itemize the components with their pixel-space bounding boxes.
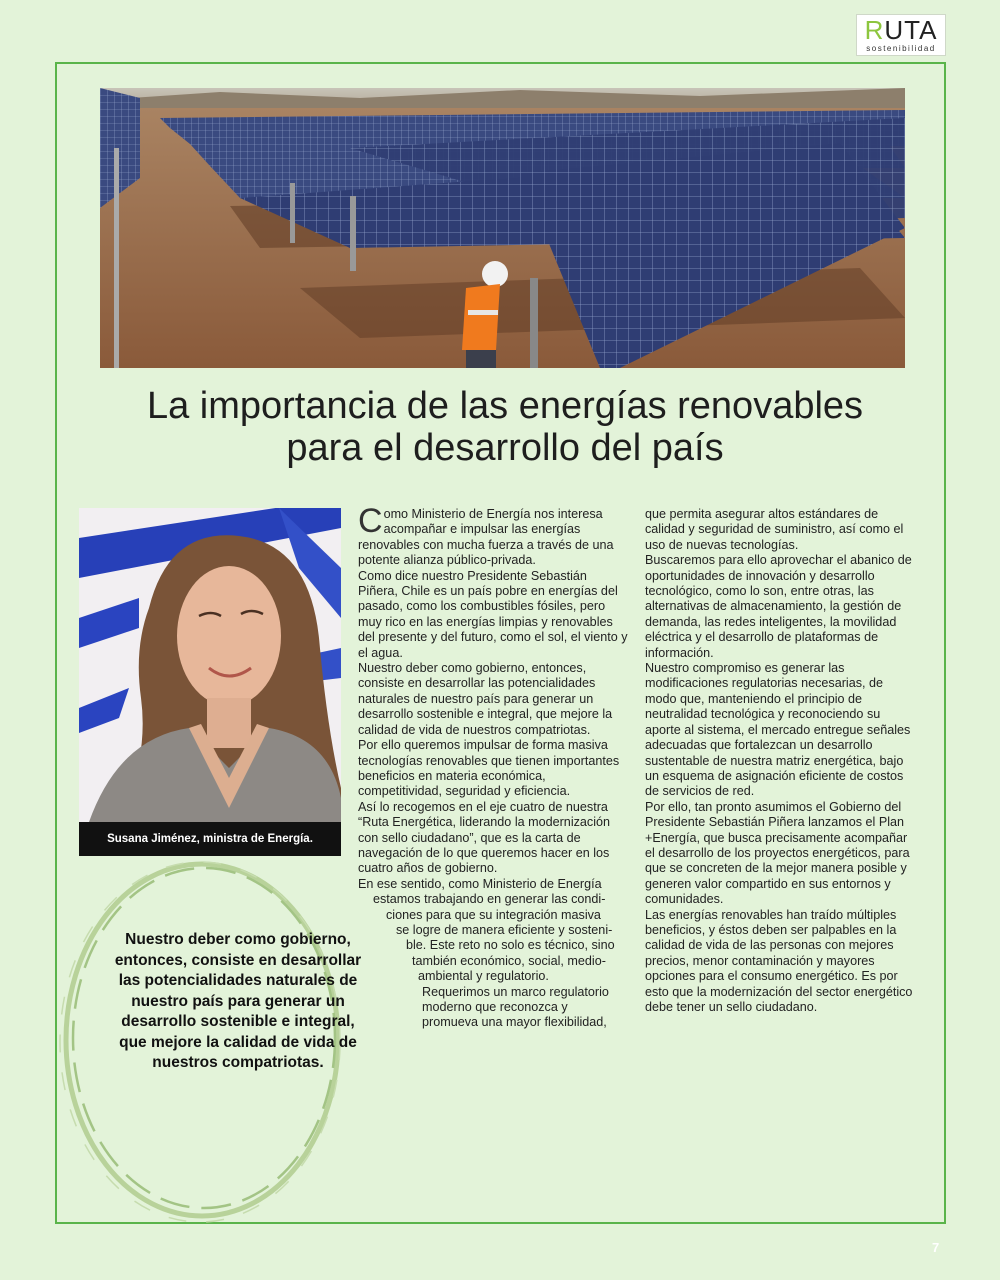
paragraph-1: Como Ministerio de Energía nos interesa acompañar e impulsar las energías renovables con mucha fuerza a través de una potente alianza público-privada. bbox=[358, 502, 614, 568]
paragraph-2: Como dice nuestro Presidente Sebastián Piñera, Chile es un país pobre en energías del pasado, como los combustibles fósiles, pero muy rico en las energías limpias y renovables del presente y del futuro, como el sol, el viento y el agua. bbox=[358, 568, 628, 660]
article-title bbox=[60, 385, 950, 469]
title-line-1: La importancia de las energías renovables bbox=[146, 385, 864, 427]
minister-portrait bbox=[79, 508, 341, 822]
paragraph-5: Así lo recogemos en el eje cuatro de nuestra “Ruta Energética, liderando la modernización con sello ciudadano”, que es la carta de navegación de lo que queremos hacer en los cuatro años de gobierno. bbox=[358, 799, 611, 876]
paragraph-6: En ese sentido, como Ministerio de Energía estamos trabajando en generar las condi- ciones para que su integración masiva se logre de manera eficiente y sosteni- ble. Este reto no solo es técnico, sino también económico, social, medio- ambiental y regulatorio. bbox=[358, 876, 615, 984]
title-line-2: para el desarrollo del país bbox=[286, 427, 724, 469]
paragraph-9: Nuestro compromiso es generar las modificaciones regulatorias necesarias, de modo que, manteniendo el principio de neutralidad tecnológica y reconociendo su aporte al sistema, el mercado entregue señales adecuadas que fortalezcan un desarrollo sustentable de nuestra matriz energética, bajo un esquema de asignación eficiente de costos de servicios de red. bbox=[645, 661, 911, 799]
article-column-1 bbox=[358, 502, 630, 1031]
logo-brand: RUTA bbox=[864, 15, 938, 45]
paragraph-4: Por ello queremos impulsar de forma masiva tecnologías renovables que tienen importantes beneficios en materia económica, competitividad, seguridad y eficiencia. bbox=[358, 738, 620, 799]
ruta-logo bbox=[856, 14, 946, 56]
paragraph-3: Nuestro deber como gobierno, entonces, consiste en desarrollar las potencialidades naturales de nuestro país para generar un desarrollo sostenible e integral, que mejore la calidad de vida de nuestros compatriotas. bbox=[358, 661, 613, 737]
solar-farm-photo bbox=[100, 88, 905, 368]
pull-quote: Nuestro deber como gobierno, entonces, consiste en desarrollar las potencialidades naturales de nuestro país para generar un desarrollo sostenible e integral, que mejore la calidad de vida de nuestros compatriotas. bbox=[114, 931, 362, 1071]
logo-tagline: sostenibilidad bbox=[866, 44, 936, 53]
drop-cap: C bbox=[358, 502, 383, 540]
paragraph-11: Las energías renovables han traído múltiples beneficios, y éstos deben ser palpables en la calidad de vida de las personas con mejores precios, menor contaminación y mayores opciones para el consumo energético. Es por esto que la modernización del sector energético debe tener un sello ciudadano. bbox=[645, 907, 913, 1014]
paragraph-10: Por ello, tan pronto asumimos el Gobierno del Presidente Sebastián Piñera lanzamos el Plan +Energía, que busca precisamente acompañar el desarrollo de los proyectos energéticos, para que se concreten de la mejor manera posible y generen valor compartido en sus entornos y comunidades. bbox=[645, 799, 910, 907]
paragraph-8: Buscaremos para ello aprovechar el abanico de oportunidades de innovación y desarrollo tecnológico, como lo son, entre otras, las alternativas de almacenamiento, la gestión de demanda, las redes inteligentes, la movilidad eléctrica y el desarrollo de plataformas de información. bbox=[645, 553, 912, 660]
article-column-2 bbox=[645, 507, 915, 1015]
paragraph-7: Requerimos un marco regulatorio moderno que reconozca y promueva una mayor flexibilidad, bbox=[422, 984, 609, 1030]
photo-caption: Susana Jiménez, ministra de Energía. bbox=[79, 822, 341, 856]
page-number: 7 bbox=[932, 1240, 940, 1255]
paragraph-7-continued: que permita asegurar altos estándares de calidad y seguridad de suministro, así como el uso de nuevas tecnologías. bbox=[645, 507, 904, 552]
